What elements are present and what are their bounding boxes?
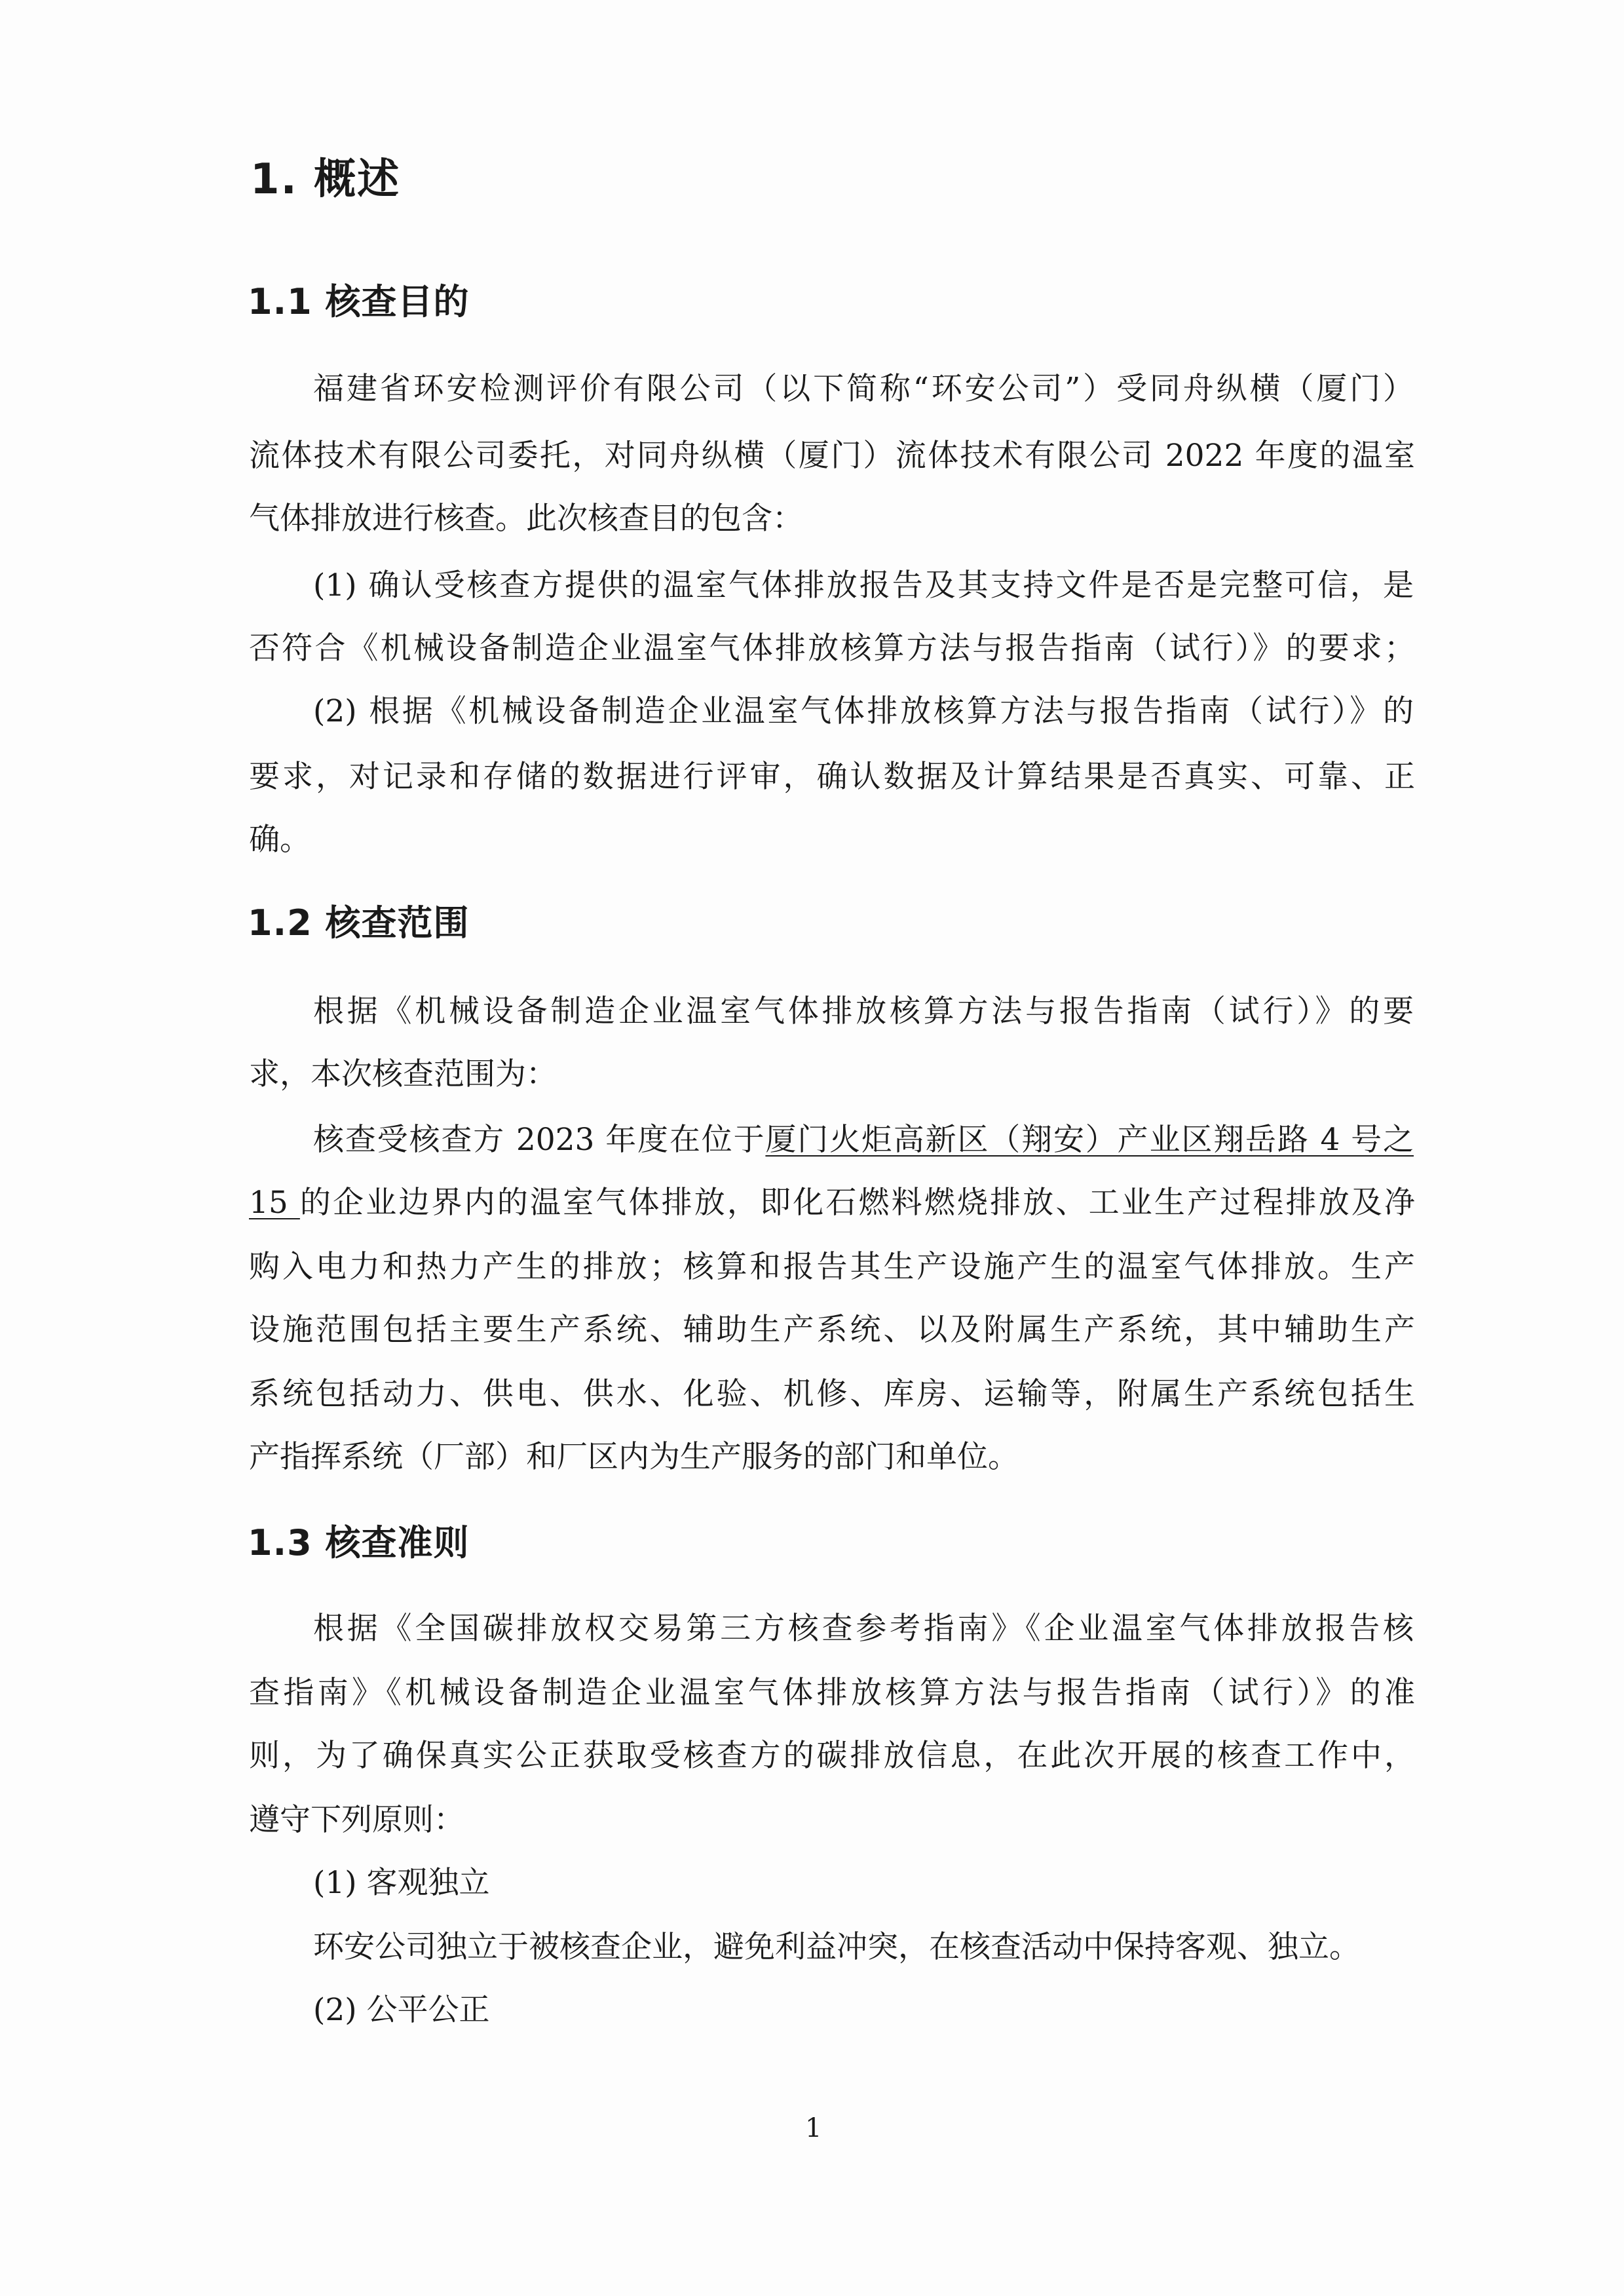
scope-text: 核查受核查方 2023 年度在位于 [313, 1122, 766, 1158]
section-1-1-paragraph-line: 流体技术有限公司委托，对同舟纵横（厦门）流体技术有限公司 2022 年度的温室 [249, 438, 1415, 474]
section-1-2-scope-line: 系统包括动力、供电、供水、化验、机修、库房、运输等，附属生产系统包括生 [249, 1376, 1415, 1412]
scope-text: 的企业边界内的温室气体排放，即化石燃料燃烧排放、工业生产过程排放及净 [299, 1185, 1415, 1221]
section-1-3-paragraph-line: 则，为了确保真实公正获取受核查方的碳排放信息，在此次开展的核查工作中， [249, 1738, 1415, 1774]
section-1-1-item-2-line: 要求，对记录和存储的数据进行评审，确认数据及计算结果是否真实、可靠、正 [249, 759, 1415, 795]
section-1-2-paragraph-line: 根据《机械设备制造企业温室气体排放核算方法与报告指南（试行）》的要 [313, 993, 1414, 1029]
section-1-3-paragraph-line: 遵守下列原则： [249, 1802, 464, 1838]
scope-address-underlined: 厦门火炬高新区（翔安）产业区翔岳路 4 号之 [765, 1122, 1414, 1158]
section-1-2-scope-line [249, 1183, 1415, 1223]
section-1-2-scope-line: 购入电力和热力产生的排放；核算和报告其生产设施产生的温室气体排放。生产 [249, 1249, 1415, 1285]
section-1-3-principle-text: 环安公司独立于被核查企业，避免利益冲突，在核查活动中保持客观、独立。 [313, 1929, 1360, 1965]
section-1-1-item-2-line: (2) 根据《机械设备制造企业温室气体排放核算方法与报告指南（试行）》的 [313, 693, 1414, 729]
section-1-3-paragraph-line: 根据《全国碳排放权交易第三方核查参考指南》《企业温室气体排放报告核 [313, 1611, 1414, 1647]
section-1-1-item-2-line: 确。 [249, 822, 311, 858]
section-1-2-scope-line [313, 1120, 1414, 1160]
section-1-1-heading: 1.1 核查目的 [248, 281, 470, 322]
section-1-1-item-1-line: (1) 确认受核查方提供的温室气体排放报告及其支持文件是否是完整可信，是 [313, 567, 1414, 603]
section-1-heading: 1. 概述 [250, 155, 401, 204]
section-1-3-heading: 1.3 核查准则 [248, 1522, 470, 1563]
section-1-3-principle-title: (2) 公平公正 [313, 1992, 490, 2028]
section-1-2-heading: 1.2 核查范围 [248, 902, 470, 944]
section-1-3-paragraph-line: 查指南》《机械设备制造企业温室气体排放核算方法与报告指南（试行）》的准 [249, 1675, 1415, 1711]
page-number: 1 [805, 2113, 822, 2143]
section-1-1-paragraph-line: 福建省环安检测评价有限公司（以下简称“环安公司”）受同舟纵横（厦门） [313, 371, 1414, 407]
section-1-2-paragraph-line: 求，本次核查范围为： [249, 1056, 557, 1092]
section-1-1-paragraph-line: 气体排放进行核查。此次核查目的包含： [249, 501, 803, 537]
section-1-1-item-1-line: 否符合《机械设备制造企业温室气体排放核算方法与报告指南（试行）》的要求； [249, 630, 1415, 666]
section-1-2-scope-line: 设施范围包括主要生产系统、辅助生产系统、以及附属生产系统，其中辅助生产 [249, 1312, 1415, 1348]
scope-address-underlined: 15 [249, 1185, 300, 1221]
section-1-3-principle-title: (1) 客观独立 [313, 1865, 490, 1901]
section-1-2-scope-line: 产指挥系统（厂部）和厂区内为生产服务的部门和单位。 [249, 1439, 1019, 1475]
